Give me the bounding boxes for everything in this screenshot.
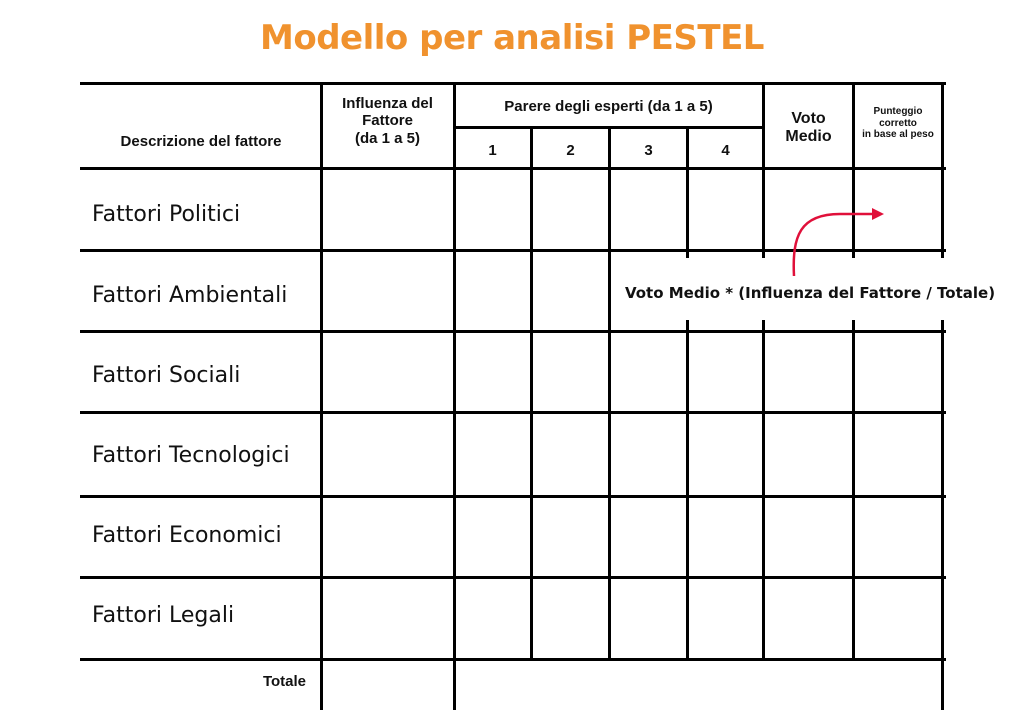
page-title: Modello per analisi PESTEL bbox=[260, 18, 764, 58]
header-punteggio-line: corretto bbox=[879, 117, 917, 129]
header-esperto-1: 1 bbox=[488, 142, 497, 159]
column-divider bbox=[686, 126, 689, 660]
header-punteggio bbox=[855, 106, 941, 141]
row-label-legali: Fattori Legali bbox=[92, 603, 235, 628]
table-top-border bbox=[80, 82, 946, 85]
formula-text: Voto Medio * (Influenza del Fattore / Totale) bbox=[624, 284, 996, 302]
row-label-economici: Fattori Economici bbox=[92, 523, 282, 548]
header-esperto-2: 2 bbox=[566, 142, 575, 159]
header-esperto-3: 3 bbox=[644, 142, 653, 159]
column-divider bbox=[852, 82, 855, 660]
column-divider bbox=[530, 126, 533, 660]
row-label-totale: Totale bbox=[262, 673, 306, 690]
header-esperto-4: 4 bbox=[721, 142, 730, 159]
header-punteggio-line: Punteggio bbox=[873, 106, 923, 117]
row-label-politici: Fattori Politici bbox=[92, 202, 241, 227]
table-right-border bbox=[941, 82, 944, 710]
curved-arrow-icon bbox=[780, 196, 890, 281]
row-divider bbox=[80, 576, 946, 579]
column-divider bbox=[608, 126, 611, 660]
row-divider bbox=[80, 411, 946, 414]
row-divider bbox=[80, 658, 946, 661]
column-divider bbox=[320, 82, 323, 710]
column-divider bbox=[762, 82, 765, 660]
header-bottom-border bbox=[80, 167, 946, 170]
header-voto-line: Medio bbox=[785, 128, 832, 146]
header-voto-line: Voto bbox=[791, 110, 826, 127]
header-influenza-line: (da 1 a 5) bbox=[354, 129, 421, 147]
column-divider bbox=[453, 82, 456, 710]
header-voto-medio bbox=[765, 110, 852, 147]
row-label-ambientali: Fattori Ambientali bbox=[92, 283, 288, 308]
row-label-tecnologici: Fattori Tecnologici bbox=[92, 443, 290, 468]
header-influenza bbox=[322, 95, 453, 147]
row-label-sociali: Fattori Sociali bbox=[92, 363, 241, 388]
header-punteggio-line: in base al peso bbox=[862, 129, 934, 140]
row-divider bbox=[80, 495, 946, 498]
row-divider bbox=[80, 330, 946, 333]
header-influenza-line: Influenza del bbox=[342, 95, 433, 112]
header-parere: Parere degli esperti (da 1 a 5) bbox=[504, 98, 713, 115]
header-influenza-line: Fattore bbox=[362, 112, 413, 130]
header-descrizione: Descrizione del fattore bbox=[120, 133, 282, 150]
